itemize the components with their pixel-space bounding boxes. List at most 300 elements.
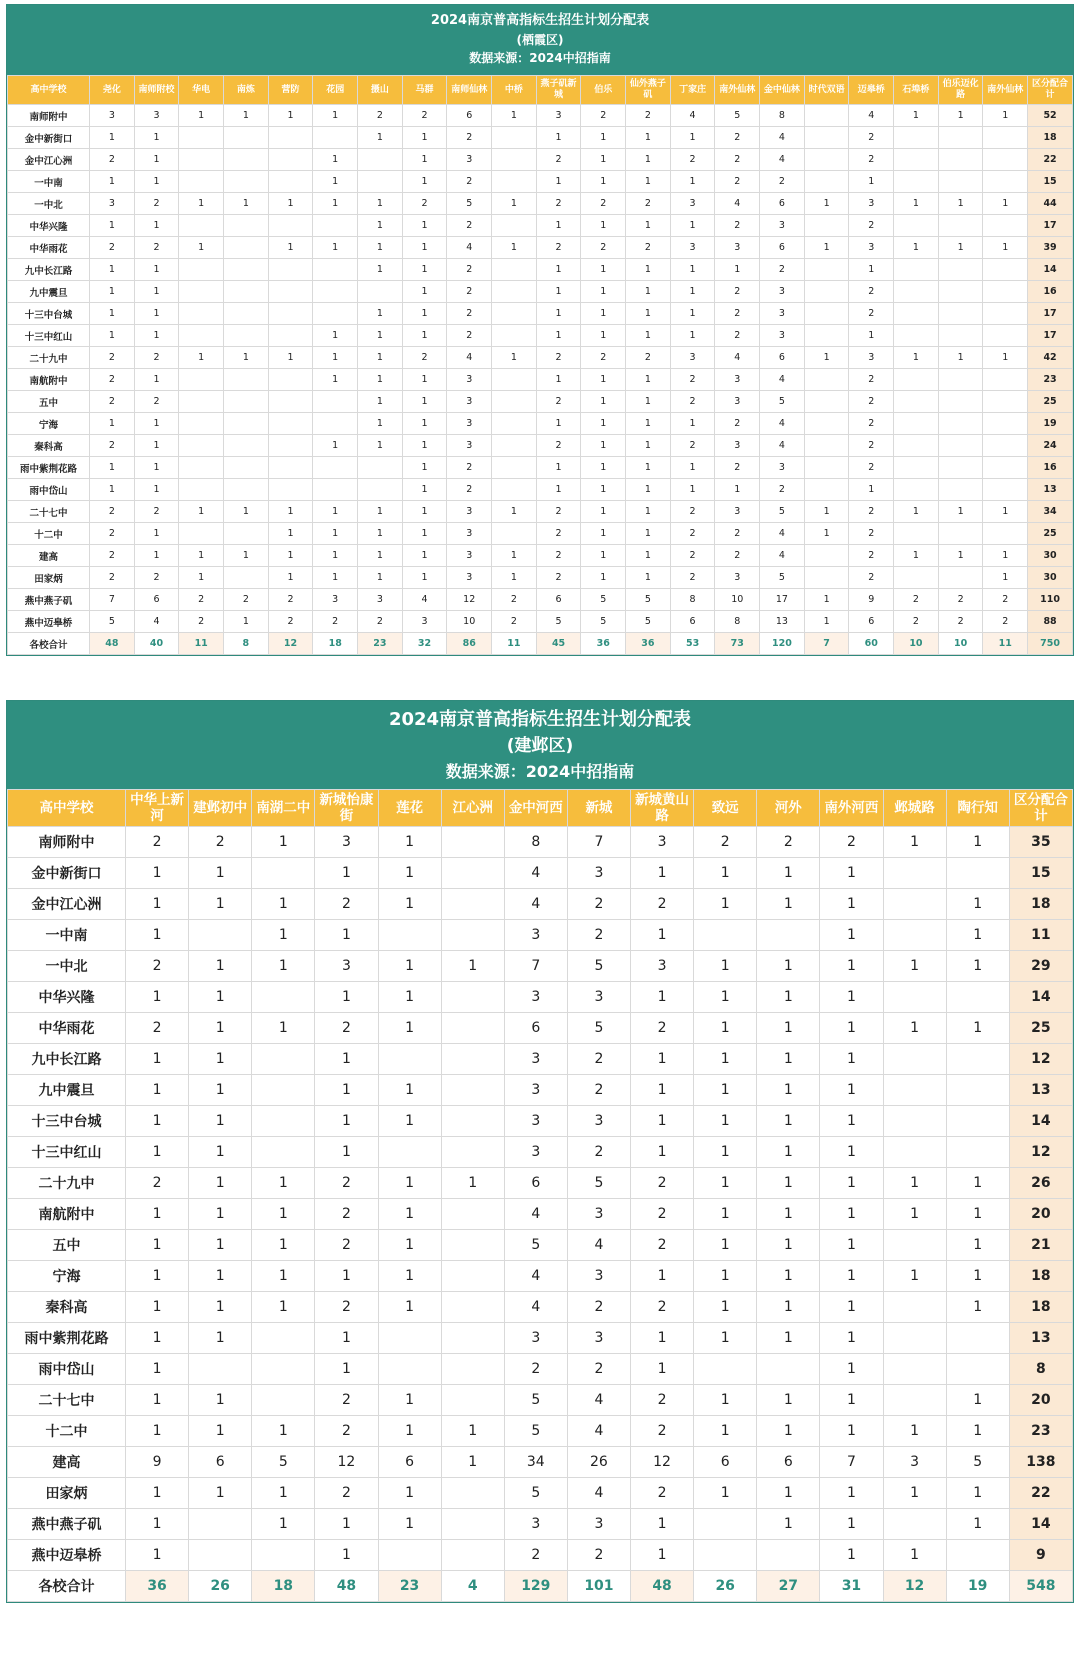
quota-cell xyxy=(938,215,983,237)
quota-cell: 2 xyxy=(567,1044,630,1075)
row-total: 18 xyxy=(1009,889,1072,920)
quota-cell xyxy=(804,105,849,127)
table-row xyxy=(8,193,1073,215)
quota-cell: 1 xyxy=(189,1292,252,1323)
quota-cell: 8 xyxy=(670,589,715,611)
quota-cell xyxy=(894,303,939,325)
quota-cell: 1 xyxy=(757,1044,820,1075)
quota-cell xyxy=(441,1261,504,1292)
quota-cell: 4 xyxy=(760,545,805,567)
quota-cell xyxy=(804,281,849,303)
table-row xyxy=(8,501,1073,523)
table-row xyxy=(8,1323,1073,1354)
quota-cell xyxy=(224,413,269,435)
quota-cell xyxy=(224,127,269,149)
quota-cell: 2 xyxy=(631,1199,694,1230)
school-name: 中华雨花 xyxy=(8,1013,126,1044)
quota-cell: 1 xyxy=(126,1540,189,1571)
quota-cell: 1 xyxy=(402,413,447,435)
quota-cell: 1 xyxy=(946,889,1009,920)
row-total: 39 xyxy=(1028,237,1073,259)
row-total: 8 xyxy=(1009,1354,1072,1385)
quota-cell: 4 xyxy=(760,523,805,545)
quota-cell: 1 xyxy=(820,1261,883,1292)
quota-cell xyxy=(946,1540,1009,1571)
quota-cell: 1 xyxy=(134,127,179,149)
column-sum: 26 xyxy=(694,1571,757,1602)
row-total: 12 xyxy=(1009,1137,1072,1168)
quota-cell: 5 xyxy=(504,1416,567,1447)
column-sum: 40 xyxy=(134,633,179,655)
quota-cell xyxy=(894,149,939,171)
quota-cell: 1 xyxy=(378,858,441,889)
quota-cell xyxy=(179,391,224,413)
table-row xyxy=(8,827,1073,858)
quota-cell: 1 xyxy=(313,149,358,171)
quota-cell: 12 xyxy=(631,1447,694,1478)
row-total: 25 xyxy=(1028,523,1073,545)
quota-cell: 1 xyxy=(189,1416,252,1447)
quota-cell: 2 xyxy=(536,237,581,259)
quota-cell xyxy=(883,1044,946,1075)
quota-cell: 1 xyxy=(820,1509,883,1540)
school-name: 一中北 xyxy=(8,951,126,982)
quota-cell: 2 xyxy=(581,237,626,259)
quota-cell: 1 xyxy=(946,1416,1009,1447)
quota-cell xyxy=(441,1075,504,1106)
quota-cell: 2 xyxy=(358,611,403,633)
quota-cell: 5 xyxy=(760,567,805,589)
quota-cell: 1 xyxy=(492,545,537,567)
quota-cell: 4 xyxy=(849,105,894,127)
quota-cell: 4 xyxy=(760,435,805,457)
row-total: 88 xyxy=(1028,611,1073,633)
sheet-banner xyxy=(7,701,1073,789)
quota-cell: 2 xyxy=(126,1168,189,1199)
quota-cell: 1 xyxy=(378,1106,441,1137)
quota-cell: 1 xyxy=(849,259,894,281)
quota-cell: 1 xyxy=(820,858,883,889)
quota-cell: 1 xyxy=(252,1013,315,1044)
column-header: 尧化 xyxy=(90,76,135,105)
quota-cell xyxy=(883,1354,946,1385)
quota-cell: 1 xyxy=(536,303,581,325)
quota-cell: 1 xyxy=(90,215,135,237)
quota-cell: 3 xyxy=(536,105,581,127)
column-header: 区分配合计 xyxy=(1028,76,1073,105)
grand-total: 548 xyxy=(1009,1571,1072,1602)
quota-cell: 1 xyxy=(626,457,671,479)
column-sum: 12 xyxy=(268,633,313,655)
quota-cell: 2 xyxy=(492,611,537,633)
quota-cell: 1 xyxy=(757,1323,820,1354)
quota-cell: 1 xyxy=(894,501,939,523)
quota-cell: 3 xyxy=(670,347,715,369)
quota-cell xyxy=(441,1323,504,1354)
quota-cell: 1 xyxy=(179,567,224,589)
row-total: 19 xyxy=(1028,413,1073,435)
quota-cell xyxy=(492,171,537,193)
row-total: 52 xyxy=(1028,105,1073,127)
quota-cell xyxy=(189,1509,252,1540)
column-header: 新城 xyxy=(567,790,630,827)
quota-cell xyxy=(938,413,983,435)
quota-cell: 3 xyxy=(315,827,378,858)
quota-cell: 1 xyxy=(126,982,189,1013)
quota-cell: 3 xyxy=(849,237,894,259)
quota-cell xyxy=(804,479,849,501)
row-total: 26 xyxy=(1009,1168,1072,1199)
quota-cell: 2 xyxy=(715,325,760,347)
quota-cell: 3 xyxy=(504,1044,567,1075)
quota-cell: 1 xyxy=(631,1137,694,1168)
quota-cell xyxy=(883,1106,946,1137)
quota-cell xyxy=(441,889,504,920)
quota-cell: 1 xyxy=(358,369,403,391)
quota-cell: 1 xyxy=(938,193,983,215)
school-name: 二十七中 xyxy=(8,501,90,523)
quota-cell xyxy=(938,303,983,325)
quota-cell: 2 xyxy=(126,827,189,858)
quota-cell: 1 xyxy=(126,1075,189,1106)
column-sum: 10 xyxy=(938,633,983,655)
quota-cell xyxy=(189,1354,252,1385)
table-row xyxy=(8,391,1073,413)
quota-cell: 2 xyxy=(626,105,671,127)
quota-cell: 2 xyxy=(313,611,358,633)
row-total: 17 xyxy=(1028,303,1073,325)
quota-cell xyxy=(804,457,849,479)
quota-cell: 1 xyxy=(224,545,269,567)
quota-cell: 1 xyxy=(820,1230,883,1261)
quota-cell xyxy=(268,435,313,457)
quota-cell: 1 xyxy=(313,347,358,369)
quota-cell: 2 xyxy=(760,479,805,501)
table-row xyxy=(8,369,1073,391)
quota-cell: 1 xyxy=(983,567,1028,589)
column-header: 伯乐 xyxy=(581,76,626,105)
quota-cell xyxy=(492,325,537,347)
column-sum: 129 xyxy=(504,1571,567,1602)
quota-cell: 1 xyxy=(894,105,939,127)
quota-cell xyxy=(224,281,269,303)
quota-cell: 3 xyxy=(567,1323,630,1354)
school-name: 宁海 xyxy=(8,1261,126,1292)
quota-cell: 1 xyxy=(820,1013,883,1044)
quota-cell: 1 xyxy=(849,479,894,501)
quota-cell: 10 xyxy=(715,589,760,611)
quota-cell xyxy=(268,391,313,413)
column-header: 南外仙林 xyxy=(983,76,1028,105)
quota-cell xyxy=(179,435,224,457)
quota-cell: 2 xyxy=(504,1354,567,1385)
quota-cell: 2 xyxy=(894,589,939,611)
quota-cell: 1 xyxy=(492,567,537,589)
row-total: 13 xyxy=(1028,479,1073,501)
quota-cell: 1 xyxy=(90,259,135,281)
quota-cell: 6 xyxy=(504,1013,567,1044)
quota-cell: 2 xyxy=(581,105,626,127)
row-total: 25 xyxy=(1028,391,1073,413)
quota-cell: 1 xyxy=(313,435,358,457)
quota-cell xyxy=(179,303,224,325)
quota-cell: 1 xyxy=(315,982,378,1013)
quota-cell: 1 xyxy=(820,1323,883,1354)
quota-cell xyxy=(268,281,313,303)
quota-cell: 2 xyxy=(134,391,179,413)
quota-cell xyxy=(252,1540,315,1571)
quota-cell: 2 xyxy=(536,347,581,369)
quota-cell: 2 xyxy=(849,369,894,391)
quota-cell: 3 xyxy=(760,457,805,479)
quota-cell: 1 xyxy=(581,435,626,457)
quota-cell: 1 xyxy=(378,1168,441,1199)
quota-cell: 1 xyxy=(358,523,403,545)
quota-cell: 1 xyxy=(849,171,894,193)
quota-cell: 3 xyxy=(567,1199,630,1230)
row-total: 138 xyxy=(1009,1447,1072,1478)
quota-cell: 2 xyxy=(536,435,581,457)
quota-cell: 3 xyxy=(849,347,894,369)
quota-cell: 1 xyxy=(946,1509,1009,1540)
quota-cell: 1 xyxy=(313,369,358,391)
column-header: 华电 xyxy=(179,76,224,105)
quota-cell: 3 xyxy=(567,1261,630,1292)
quota-cell: 1 xyxy=(894,545,939,567)
quota-cell xyxy=(983,435,1028,457)
table-row xyxy=(8,1106,1073,1137)
quota-cell: 2 xyxy=(90,391,135,413)
quota-cell xyxy=(268,413,313,435)
quota-cell: 1 xyxy=(268,567,313,589)
quota-cell xyxy=(358,149,403,171)
quota-cell: 2 xyxy=(715,281,760,303)
quota-cell: 5 xyxy=(581,589,626,611)
row-total: 9 xyxy=(1009,1540,1072,1571)
quota-cell: 1 xyxy=(626,303,671,325)
quota-cell: 1 xyxy=(126,1478,189,1509)
quota-cell: 1 xyxy=(179,347,224,369)
quota-cell: 2 xyxy=(631,1385,694,1416)
quota-cell: 1 xyxy=(179,501,224,523)
quota-cell: 6 xyxy=(189,1447,252,1478)
quota-cell: 1 xyxy=(402,501,447,523)
quota-cell xyxy=(804,215,849,237)
quota-cell: 1 xyxy=(694,858,757,889)
quota-cell: 1 xyxy=(631,982,694,1013)
quota-cell xyxy=(946,1044,1009,1075)
quota-cell: 1 xyxy=(694,1168,757,1199)
school-name: 金中新街口 xyxy=(8,127,90,149)
school-name: 一中南 xyxy=(8,171,90,193)
quota-cell: 1 xyxy=(492,237,537,259)
quota-cell: 1 xyxy=(804,611,849,633)
table-row xyxy=(8,611,1073,633)
table-row xyxy=(8,1044,1073,1075)
quota-cell: 1 xyxy=(757,1509,820,1540)
quota-cell: 1 xyxy=(313,545,358,567)
quota-cell: 1 xyxy=(315,858,378,889)
quota-cell: 1 xyxy=(581,413,626,435)
quota-cell: 1 xyxy=(820,1168,883,1199)
quota-cell: 1 xyxy=(883,951,946,982)
quota-cell xyxy=(894,413,939,435)
quota-cell: 2 xyxy=(983,611,1028,633)
quota-cell: 1 xyxy=(631,1323,694,1354)
quota-cell: 7 xyxy=(504,951,567,982)
quota-cell xyxy=(983,391,1028,413)
quota-cell: 1 xyxy=(189,982,252,1013)
quota-cell: 2 xyxy=(626,347,671,369)
quota-cell xyxy=(252,1106,315,1137)
quota-cell xyxy=(189,920,252,951)
table-row xyxy=(8,567,1073,589)
column-sum: 8 xyxy=(224,633,269,655)
column-header: 营防 xyxy=(268,76,313,105)
quota-cell xyxy=(224,479,269,501)
quota-cell: 1 xyxy=(126,1354,189,1385)
quota-cell: 3 xyxy=(134,105,179,127)
quota-cell: 1 xyxy=(358,215,403,237)
quota-cell: 6 xyxy=(447,105,492,127)
quota-cell xyxy=(492,369,537,391)
quota-cell: 2 xyxy=(938,611,983,633)
quota-cell xyxy=(894,435,939,457)
quota-cell: 3 xyxy=(504,982,567,1013)
column-header: 丁家庄 xyxy=(670,76,715,105)
quota-cell xyxy=(224,391,269,413)
quota-cell: 1 xyxy=(536,479,581,501)
qixia-allocation-sheet xyxy=(6,4,1074,656)
quota-cell: 1 xyxy=(313,171,358,193)
quota-cell xyxy=(313,259,358,281)
quota-cell xyxy=(441,858,504,889)
row-total: 14 xyxy=(1009,982,1072,1013)
quota-cell: 2 xyxy=(189,827,252,858)
school-name: 十二中 xyxy=(8,1416,126,1447)
quota-cell: 2 xyxy=(536,193,581,215)
quota-cell: 2 xyxy=(315,1168,378,1199)
quota-cell: 2 xyxy=(268,589,313,611)
quota-cell: 1 xyxy=(581,567,626,589)
row-total: 24 xyxy=(1028,435,1073,457)
quota-cell: 1 xyxy=(946,1478,1009,1509)
quota-cell: 1 xyxy=(378,827,441,858)
quota-cell: 1 xyxy=(820,1199,883,1230)
quota-cell: 1 xyxy=(757,1168,820,1199)
header-row xyxy=(8,790,1073,827)
quota-cell: 2 xyxy=(315,1292,378,1323)
quota-cell xyxy=(883,920,946,951)
quota-cell xyxy=(313,215,358,237)
quota-cell xyxy=(894,127,939,149)
quota-cell xyxy=(179,479,224,501)
column-sum: 11 xyxy=(983,633,1028,655)
row-total: 15 xyxy=(1028,171,1073,193)
quota-cell: 3 xyxy=(447,413,492,435)
quota-cell: 1 xyxy=(126,1199,189,1230)
quota-cell xyxy=(492,435,537,457)
quota-cell: 4 xyxy=(715,193,760,215)
quota-cell: 1 xyxy=(715,479,760,501)
quota-cell: 1 xyxy=(179,545,224,567)
quota-cell: 1 xyxy=(820,1354,883,1385)
school-name: 燕中迈皋桥 xyxy=(8,1540,126,1571)
quota-cell: 12 xyxy=(447,589,492,611)
quota-cell: 1 xyxy=(626,259,671,281)
quota-cell xyxy=(894,457,939,479)
row-total: 44 xyxy=(1028,193,1073,215)
quota-cell xyxy=(804,325,849,347)
quota-cell: 34 xyxy=(504,1447,567,1478)
quota-cell: 1 xyxy=(441,1416,504,1447)
column-header: 建邺初中 xyxy=(189,790,252,827)
quota-cell: 1 xyxy=(492,501,537,523)
quota-cell: 2 xyxy=(849,435,894,457)
quota-cell: 3 xyxy=(504,1137,567,1168)
quota-cell: 1 xyxy=(402,215,447,237)
quota-cell: 2 xyxy=(447,215,492,237)
quota-cell: 1 xyxy=(402,149,447,171)
table-row xyxy=(8,215,1073,237)
quota-cell xyxy=(946,982,1009,1013)
row-total: 30 xyxy=(1028,567,1073,589)
quota-cell xyxy=(983,149,1028,171)
school-name: 九中长江路 xyxy=(8,259,90,281)
quota-cell: 1 xyxy=(581,303,626,325)
quota-cell: 1 xyxy=(883,827,946,858)
quota-cell: 2 xyxy=(567,1137,630,1168)
table-row xyxy=(8,105,1073,127)
quota-cell xyxy=(179,369,224,391)
school-name: 二十七中 xyxy=(8,1385,126,1416)
quota-cell: 3 xyxy=(504,1323,567,1354)
quota-cell: 1 xyxy=(694,889,757,920)
quota-cell xyxy=(883,1385,946,1416)
quota-cell: 1 xyxy=(883,1013,946,1044)
quota-cell: 3 xyxy=(504,1106,567,1137)
school-name: 九中长江路 xyxy=(8,1044,126,1075)
quota-cell: 1 xyxy=(358,193,403,215)
quota-cell: 1 xyxy=(189,1168,252,1199)
row-total: 23 xyxy=(1028,369,1073,391)
quota-cell: 3 xyxy=(760,281,805,303)
grand-total: 750 xyxy=(1028,633,1073,655)
school-name: 中华兴隆 xyxy=(8,215,90,237)
quota-cell: 2 xyxy=(447,303,492,325)
table-row xyxy=(8,545,1073,567)
quota-cell: 1 xyxy=(126,1137,189,1168)
row-total: 12 xyxy=(1009,1044,1072,1075)
quota-cell xyxy=(938,391,983,413)
quota-cell: 1 xyxy=(804,589,849,611)
quota-cell: 3 xyxy=(313,589,358,611)
school-name: 雨中紫荆花路 xyxy=(8,457,90,479)
quota-cell: 1 xyxy=(134,325,179,347)
quota-cell: 6 xyxy=(694,1447,757,1478)
school-name: 十三中台城 xyxy=(8,303,90,325)
quota-cell: 1 xyxy=(626,281,671,303)
quota-cell: 3 xyxy=(315,951,378,982)
school-name: 九中震旦 xyxy=(8,1075,126,1106)
quota-cell: 1 xyxy=(268,105,313,127)
quota-cell: 3 xyxy=(90,105,135,127)
row-total: 110 xyxy=(1028,589,1073,611)
row-total: 15 xyxy=(1009,858,1072,889)
row-total: 30 xyxy=(1028,545,1073,567)
column-header: 伯乐迈化路 xyxy=(938,76,983,105)
quota-cell: 2 xyxy=(179,589,224,611)
